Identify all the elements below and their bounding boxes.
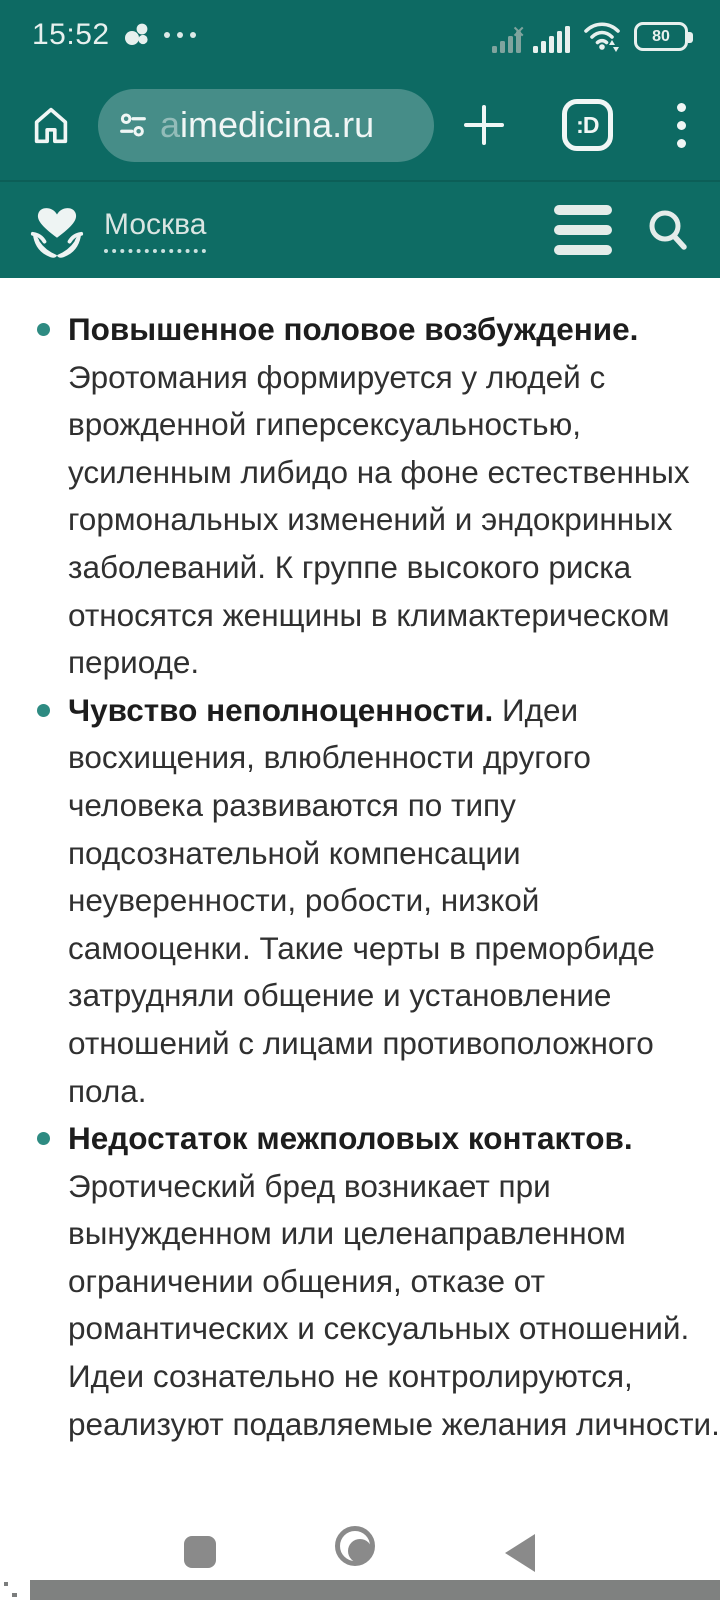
bullet-body-text: восхищения, влюбленности другого [68, 739, 591, 776]
article-text-line [68, 592, 684, 640]
home-button[interactable] [28, 102, 74, 148]
article-text-line [68, 687, 684, 735]
bullet-heading: Чувство неполноценности. [68, 691, 494, 728]
article-text-line [68, 306, 684, 354]
signal-no-service-icon: ✕ [492, 31, 521, 53]
status-bar [0, 0, 720, 70]
tab-count-badge: :D [576, 111, 599, 138]
bullet-dot [37, 1132, 50, 1145]
new-tab-button[interactable] [460, 101, 508, 149]
bullet-body-text: гормональных изменений и эндокринных [68, 501, 673, 538]
signal-strength-icon [533, 26, 570, 53]
bullet-body-text: затрудняли общение и установление [68, 977, 612, 1014]
article-text-line [68, 925, 684, 973]
bullet-dot [37, 323, 50, 336]
screen-artifact [12, 1593, 17, 1597]
bullet-body-text: ограничении общения, отказе от [68, 1262, 546, 1299]
bullet-body-text: романтических и сексуальных отношений. [68, 1310, 690, 1347]
bullet-dot [37, 704, 50, 717]
article-content [0, 278, 720, 1500]
android-home-button[interactable] [335, 1526, 375, 1566]
article-text-line [68, 544, 684, 592]
article-text-line [68, 782, 684, 830]
notification-cluster-icon [124, 23, 150, 47]
article-text-line [68, 1258, 684, 1306]
site-settings-icon[interactable] [118, 110, 148, 140]
bottom-edge-bar [30, 1580, 720, 1600]
article-text-line [68, 877, 684, 925]
article-text-line [68, 734, 684, 782]
recents-button[interactable] [184, 1536, 216, 1568]
article-text-line [68, 401, 684, 449]
bullet-body-text: врожденной гиперсексуальностью, [68, 406, 581, 443]
clock: 15:52 [32, 18, 110, 51]
screen-artifact [4, 1582, 8, 1586]
article-text-line [68, 1068, 684, 1116]
browser-toolbar [0, 70, 720, 180]
bullet-body-text: самооценки. Такие черты в преморбиде [68, 929, 655, 966]
url-bar[interactable] [98, 89, 434, 162]
article-text-line [68, 972, 684, 1020]
site-header [0, 180, 720, 278]
site-search-button[interactable] [644, 206, 692, 254]
bullet-body-text: реализуют подавляемые желания личности. [68, 1405, 720, 1442]
bullet-body-text: неуверенности, робости, низкой [68, 882, 540, 919]
bullet-heading: Повышенное половое возбуждение. [68, 311, 639, 347]
bullet-body-text: пола. [68, 1072, 147, 1109]
bullet-body-text: отношений с лицами противоположного [68, 1024, 654, 1061]
bullet-body-text: усиленным либидо на фоне естественных [68, 453, 690, 490]
notification-overflow-icon [164, 32, 196, 38]
browser-menu-button[interactable] [671, 97, 692, 154]
wifi-icon [582, 19, 622, 53]
city-selector-link[interactable]: Москва [104, 208, 206, 253]
bullet-body-text: Идеи [502, 691, 579, 728]
bullet-body-text: вынужденном или целенаправленном [68, 1215, 626, 1252]
article-text-line [68, 1353, 684, 1401]
article-text-line [68, 1305, 690, 1353]
bullet-body-text: человека развиваются по типу [68, 786, 516, 823]
bullet-body-text: Идеи сознательно не контролируются, [68, 1358, 633, 1395]
battery-icon [634, 22, 688, 51]
article-text-line [68, 496, 684, 544]
bullet-body-text: Эротический бред возникает при [68, 1167, 551, 1204]
article-text-line [68, 1401, 720, 1449]
article-text-line [68, 1210, 684, 1258]
battery-percent: 80 [652, 27, 670, 45]
back-button[interactable] [505, 1534, 535, 1572]
bullet-heading: Недостаток межполовых контактов. [68, 1120, 633, 1157]
bullet-body-text: подсознательной компенсации [68, 834, 521, 871]
article-text-line [68, 1163, 684, 1211]
bullet-body-text: заболеваний. К группе высокого риска [68, 548, 632, 585]
article-text-line [68, 354, 684, 402]
article-text-line [68, 830, 684, 878]
bullet-body-text: относятся женщины в климактерическом [68, 596, 670, 633]
article-text-line [68, 639, 684, 687]
bullet-body-text: Эротомания формируется у людей с [68, 358, 606, 395]
bullet-body-text: периоде. [68, 644, 200, 681]
tab-switcher-button[interactable] [562, 99, 613, 151]
article-text-line [68, 449, 690, 497]
android-nav-bar [0, 1490, 720, 1580]
url-text: aimedicina.ru [160, 104, 375, 145]
article-text-line [68, 1020, 684, 1068]
site-menu-button[interactable] [550, 201, 616, 259]
article-text-line [68, 1115, 684, 1163]
site-logo-heart-hands-icon[interactable] [28, 199, 86, 261]
